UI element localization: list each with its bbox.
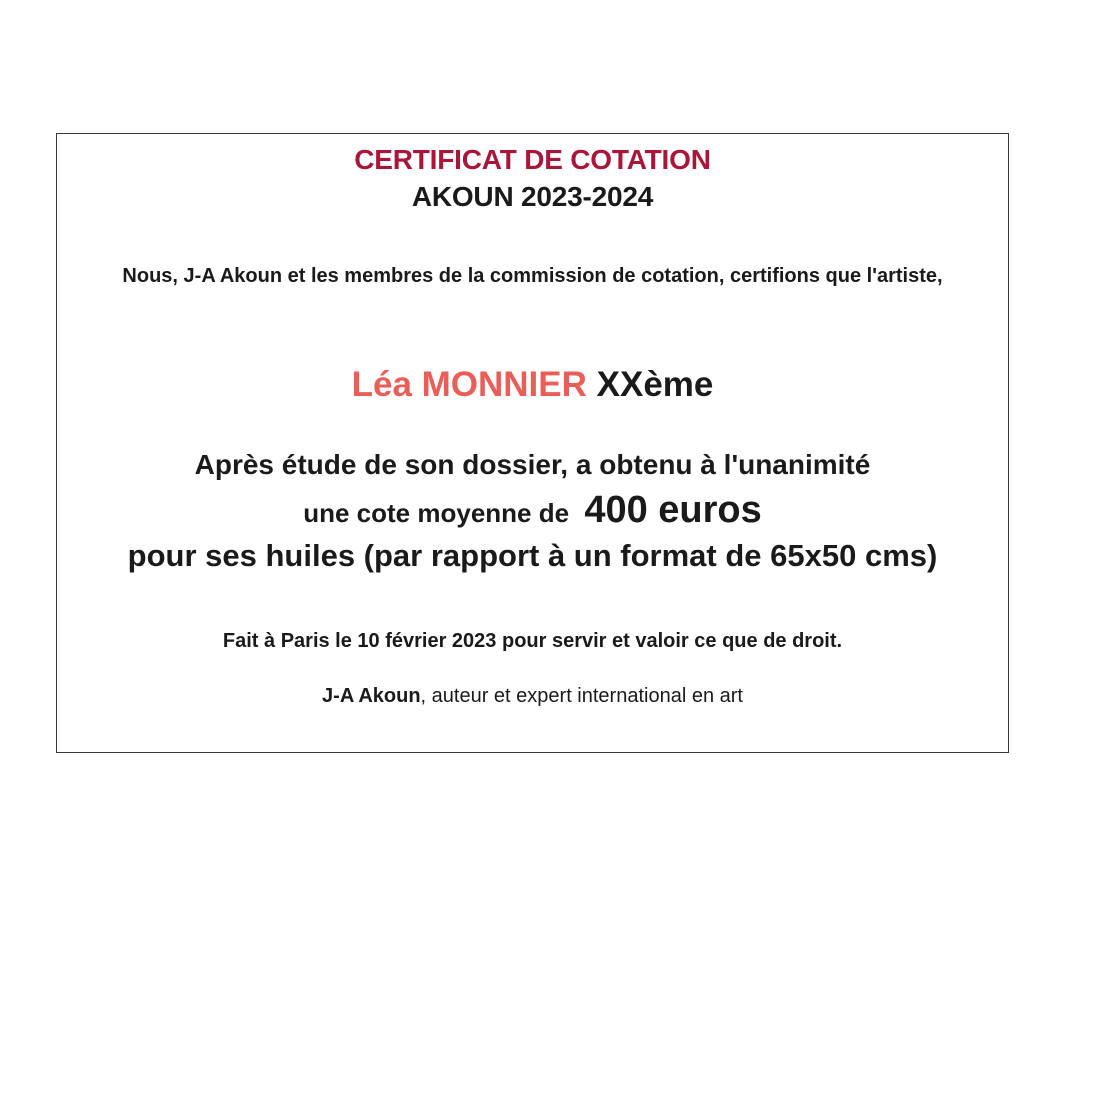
signed-statement: Fait à Paris le 10 février 2023 pour servir et valoir ce que de droit.	[222, 630, 843, 652]
artist-period: XXème	[596, 365, 714, 404]
rating-amount: 400 euros	[584, 489, 762, 531]
assessment-line-3: pour ses huiles (par rapport à un format de 65x50 cms)	[127, 538, 938, 573]
signature-name: J-A Akoun	[322, 685, 421, 707]
signature-line	[57, 682, 1008, 710]
certificate-subtitle: AKOUN 2023-2024	[411, 181, 654, 212]
artist-name: Léa MONNIER	[351, 365, 587, 404]
artist-line	[57, 364, 1008, 406]
assessment-line-2	[57, 488, 1008, 535]
intro-text: Nous, J-A Akoun et les membres de la commission de cotation, certifions que l'artiste,	[122, 265, 943, 287]
signature-role: , auteur et expert international en art	[420, 685, 743, 707]
certificate-title: CERTIFICAT DE COTATION	[354, 144, 711, 175]
rating-prefix: une cote moyenne de	[303, 498, 570, 528]
certificate-frame	[56, 133, 1009, 753]
assessment-line-1: Après étude de son dossier, a obtenu à l'unanimité	[194, 449, 871, 480]
